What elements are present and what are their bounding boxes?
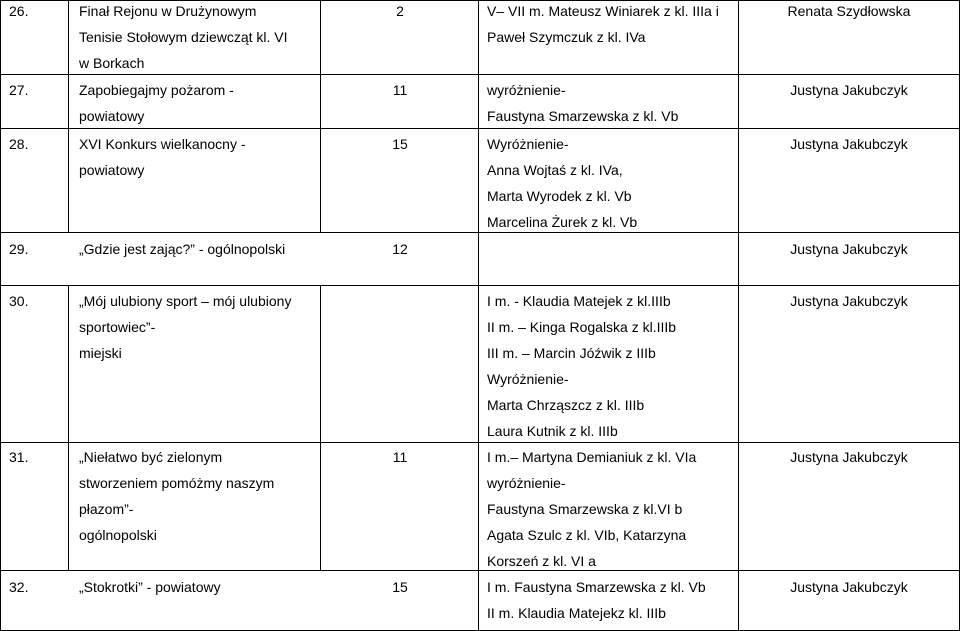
- result-line: V– VII m. Mateusz Winiarek z kl. IIIa i: [487, 3, 719, 19]
- competition-name: stworzeniem pomóżmy naszym: [79, 475, 275, 491]
- result-line: Marta Chrząszcz z kl. IIIb: [487, 397, 645, 413]
- participant-count: 12: [392, 241, 408, 257]
- competition-name: Finał Rejonu w Drużynowym: [79, 3, 257, 19]
- competition-name: powiatowy: [79, 162, 145, 178]
- result-line: Marcelina Żurek z kl. Vb: [487, 214, 638, 230]
- participant-count: 11: [392, 449, 408, 465]
- competition-name: „Gdzie jest zając?” - ogólnopolski: [79, 241, 286, 257]
- row-border: [0, 128, 960, 129]
- competition-name: w Borkach: [79, 55, 145, 71]
- competition-name: płazom”-: [79, 501, 134, 517]
- competition-name: ogólnopolski: [79, 527, 157, 543]
- column-border: [0, 0, 1, 631]
- row-number: 29.: [9, 241, 29, 257]
- column-border: [320, 0, 321, 232]
- participant-count: 15: [392, 136, 408, 152]
- competition-name: miejski: [79, 345, 122, 361]
- column-border: [320, 285, 321, 570]
- competition-name: sportowiec”-: [79, 319, 156, 335]
- result-line: Anna Wojtaś z kl. IVa,: [487, 162, 623, 178]
- teacher-name: Justyna Jakubczyk: [790, 136, 908, 152]
- teacher-name: Justyna Jakubczyk: [790, 82, 908, 98]
- result-line: I m. Faustyna Smarzewska z kl. Vb: [487, 579, 706, 595]
- result-line: Agata Szulc z kl. VIb, Katarzyna: [487, 527, 687, 543]
- row-border: [0, 74, 960, 75]
- result-line: wyróżnienie-: [487, 475, 566, 491]
- result-line: wyróżnienie-: [487, 82, 566, 98]
- teacher-name: Justyna Jakubczyk: [790, 241, 908, 257]
- result-line: III m. – Marcin Jóźwik z IIIb: [487, 345, 656, 361]
- row-number: 30.: [9, 293, 29, 309]
- row-border: [0, 570, 960, 571]
- teacher-name: Justyna Jakubczyk: [790, 293, 908, 309]
- competition-name: XVI Konkurs wielkanocny -: [79, 136, 246, 152]
- result-line: Paweł Szymczuk z kl. IVa: [487, 29, 646, 45]
- row-number: 32.: [9, 579, 29, 595]
- row-number: 28.: [9, 136, 29, 152]
- result-line: Faustyna Smarzewska z kl.VI b: [487, 501, 683, 517]
- result-line: Korszeń z kl. VI a: [487, 553, 596, 569]
- result-line: I m.– Martyna Demianiuk z kl. VIa: [487, 449, 697, 465]
- column-border: [68, 0, 69, 232]
- participant-count: 15: [392, 579, 408, 595]
- row-number: 31.: [9, 449, 29, 465]
- competition-name: „Stokrotki” - powiatowy: [79, 579, 221, 595]
- result-line: II m. Klaudia Matejekz kl. IIIb: [487, 605, 666, 621]
- participant-count: 11: [392, 82, 408, 98]
- result-line: I m. - Klaudia Matejek z kl.IIIb: [487, 293, 671, 309]
- participant-count: 2: [396, 3, 404, 19]
- result-line: Laura Kutnik z kl. IIIb: [487, 423, 618, 439]
- competition-name: powiatowy: [79, 108, 145, 124]
- teacher-name: Renata Szydłowska: [787, 3, 911, 19]
- row-border: [0, 232, 960, 233]
- column-border: [68, 285, 69, 570]
- result-line: Faustyna Smarzewska z kl. Vb: [487, 108, 679, 124]
- column-border: [738, 0, 739, 631]
- competition-name: „Mój ulubiony sport – mój ulubiony: [79, 293, 292, 309]
- column-border: [478, 0, 479, 631]
- result-line: Wyróżnienie-: [487, 371, 569, 387]
- teacher-name: Justyna Jakubczyk: [790, 579, 908, 595]
- competition-name: Tenisie Stołowym dziewcząt kl. VI: [79, 29, 288, 45]
- result-line: Marta Wyrodek z kl. Vb: [487, 188, 632, 204]
- result-line: Wyróżnienie-: [487, 136, 569, 152]
- row-border: [0, 285, 960, 286]
- competition-name: „Niełatwo być zielonym: [79, 449, 223, 465]
- row-number: 27.: [9, 82, 29, 98]
- row-border: [0, 0, 960, 1]
- result-line: II m. – Kinga Rogalska z kl.IIIb: [487, 319, 677, 335]
- row-number: 26.: [9, 3, 29, 19]
- teacher-name: Justyna Jakubczyk: [790, 449, 908, 465]
- competition-name: Zapobiegajmy pożarom -: [79, 82, 234, 98]
- row-border: [0, 442, 960, 443]
